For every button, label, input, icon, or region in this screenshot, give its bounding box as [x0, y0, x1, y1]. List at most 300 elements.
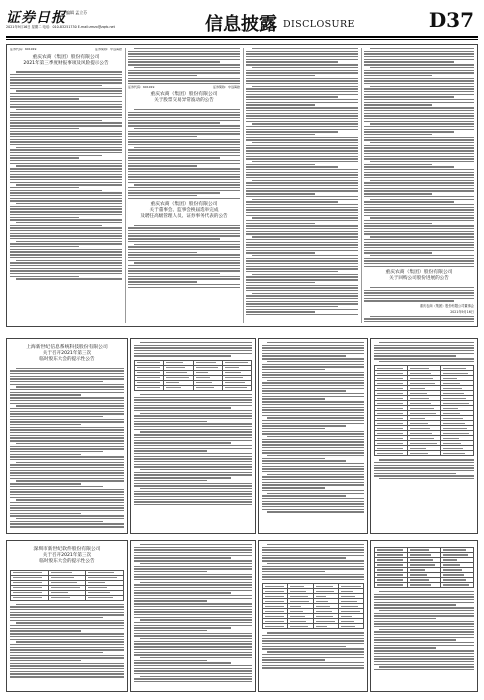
company-name: 重庆农商（集团）股份有限公司 [32, 54, 100, 60]
text-line [262, 460, 346, 461]
notice-heading: 关于召开2021年第三次 [42, 553, 92, 558]
text-line [128, 246, 240, 247]
cell-text [265, 601, 284, 602]
text-line [128, 168, 240, 169]
cell-text [341, 586, 361, 587]
text-line [134, 603, 252, 604]
cell-text [166, 377, 188, 378]
text-line [262, 476, 364, 477]
text-line [134, 660, 207, 661]
text-line [364, 290, 474, 291]
text-line [262, 466, 364, 467]
text-line [134, 458, 252, 459]
body-text [128, 225, 240, 288]
text-line [134, 491, 252, 492]
text-line [374, 642, 474, 643]
text-line [10, 104, 122, 105]
text-line [10, 384, 124, 385]
text-line [128, 64, 240, 65]
text-line [128, 125, 240, 126]
text-line [262, 547, 364, 548]
cell-text [341, 626, 356, 627]
text-line [374, 475, 474, 476]
text-line [134, 617, 252, 618]
cell-text [377, 448, 403, 449]
text-line [134, 429, 252, 430]
text-line [10, 652, 103, 653]
text-line [364, 115, 474, 116]
text-line [364, 110, 474, 111]
cell-text [290, 626, 308, 627]
text-line [134, 678, 252, 679]
cell-text [377, 378, 403, 379]
text-line [134, 448, 252, 449]
text-line [364, 78, 474, 79]
text-line [246, 129, 358, 130]
cell-text [316, 621, 335, 622]
cell-text [410, 368, 429, 369]
cell-text [290, 606, 301, 607]
cell-text [443, 554, 468, 555]
notice-heading-line2: 临时股东大会的提示性公告 [39, 558, 95, 564]
text-line [16, 184, 122, 185]
text-line [134, 555, 252, 556]
text-line [262, 487, 325, 488]
text-line [262, 431, 364, 432]
cell-text [377, 418, 403, 419]
text-line [364, 207, 474, 208]
cell-text [410, 584, 431, 585]
text-line [262, 423, 364, 424]
text-line [246, 75, 315, 76]
text-line [246, 201, 338, 202]
text-line [262, 428, 325, 429]
text-line [246, 115, 358, 116]
cell-text [377, 453, 403, 454]
text-line [374, 345, 474, 346]
text-line [16, 90, 122, 91]
company-name: 重庆农商（集团）股份有限公司 [150, 202, 218, 208]
text-line [262, 345, 364, 346]
cell-text [410, 403, 431, 404]
text-line [134, 399, 252, 400]
notice-panel-mid-right [258, 338, 368, 534]
text-line [374, 637, 474, 638]
body-text [262, 544, 364, 580]
text-line [262, 667, 364, 668]
text-line [374, 353, 474, 354]
cell-text [443, 433, 469, 434]
text-line [364, 96, 454, 97]
text-line [364, 166, 454, 167]
text-line [252, 142, 358, 143]
text-line [10, 160, 122, 161]
text-line [134, 504, 252, 505]
notice-panel-bottom-right [258, 540, 368, 692]
text-line [16, 203, 122, 204]
text-line [246, 118, 358, 119]
text-line [16, 499, 124, 500]
cell-text [290, 591, 306, 592]
text-line [134, 244, 240, 245]
cell-text [443, 378, 457, 379]
text-line [134, 466, 252, 467]
notice-panel-top [6, 44, 478, 327]
text-line [128, 83, 240, 84]
text-line [134, 579, 252, 580]
text-line [262, 420, 364, 421]
notice-column [374, 342, 474, 530]
text-line [128, 238, 220, 239]
text-line [246, 228, 358, 229]
text-line [16, 386, 124, 387]
notice-heading: 关于回购公司股份进展的公告 [389, 276, 449, 282]
cell-text [265, 606, 284, 607]
cell-text [137, 372, 160, 373]
notice-column [374, 544, 474, 688]
cell-text [265, 586, 284, 587]
cell-text [196, 372, 209, 373]
table-cell [441, 451, 474, 456]
text-line [10, 230, 122, 231]
cell-text [377, 584, 403, 585]
cell-text [443, 564, 460, 565]
text-line [128, 152, 240, 153]
text-line [267, 544, 364, 545]
notice-title [128, 202, 240, 220]
text-line [10, 665, 124, 666]
cell-text [377, 554, 403, 555]
text-line [10, 101, 122, 102]
text-line [379, 610, 474, 611]
text-line [134, 633, 252, 634]
text-line [128, 287, 240, 288]
text-line [128, 227, 240, 228]
text-line [134, 421, 207, 422]
text-line [262, 640, 364, 641]
text-line [364, 129, 474, 130]
text-line [10, 416, 103, 417]
text-line [10, 174, 122, 175]
text-line [252, 180, 358, 181]
cell-text [196, 382, 213, 383]
text-line [262, 407, 364, 408]
notice-column [10, 48, 122, 323]
text-line [262, 509, 364, 510]
text-line [364, 118, 474, 119]
text-line [134, 410, 252, 411]
text-line [10, 133, 122, 134]
cell-text [196, 387, 215, 388]
cell-text [443, 393, 464, 394]
text-line [246, 174, 358, 175]
cell-text [341, 606, 358, 607]
text-line [246, 166, 338, 167]
text-line [134, 557, 231, 558]
text-line [379, 591, 474, 592]
text-line [267, 380, 364, 381]
text-line [134, 611, 252, 612]
text-line [262, 396, 364, 397]
text-line [10, 235, 122, 236]
text-line [134, 552, 252, 553]
text-line [252, 236, 358, 237]
text-line [128, 284, 240, 285]
cell-text [377, 368, 403, 369]
text-line [140, 563, 252, 564]
cell-text [443, 418, 463, 419]
text-line [374, 661, 474, 662]
text-line [10, 389, 124, 390]
notice-header [10, 48, 122, 52]
text-line [10, 440, 124, 441]
text-line [10, 454, 81, 455]
text-line [370, 287, 475, 288]
text-line [10, 219, 122, 220]
cell-text [13, 572, 42, 573]
text-line [134, 48, 240, 49]
text-line [128, 163, 240, 164]
text-line [364, 107, 474, 108]
cell-text [265, 626, 284, 627]
cell-text [410, 569, 425, 570]
text-line [10, 200, 122, 201]
text-line [262, 350, 364, 351]
text-line [246, 298, 358, 299]
cell-text [443, 423, 465, 424]
cell-text [377, 428, 403, 429]
text-line [364, 182, 474, 183]
text-line [16, 518, 124, 519]
text-line [246, 72, 358, 73]
text-line [10, 448, 124, 449]
text-line [262, 415, 364, 416]
text-line [262, 441, 364, 442]
text-line [10, 655, 124, 656]
text-line [134, 574, 252, 575]
text-line [364, 212, 474, 213]
text-line [364, 80, 474, 81]
text-line [246, 276, 358, 277]
text-line [262, 501, 364, 502]
cell-text [225, 387, 247, 388]
text-line [10, 378, 124, 379]
table-cell [11, 595, 49, 600]
text-line [134, 587, 252, 588]
text-line [134, 225, 240, 226]
text-line [364, 185, 474, 186]
cell-text [51, 577, 75, 578]
text-line [10, 475, 124, 476]
text-line [246, 59, 358, 60]
text-line [364, 233, 474, 234]
cell-text [443, 579, 466, 580]
text-line [128, 122, 220, 123]
text-line [246, 309, 358, 310]
cell-text [443, 559, 457, 560]
cell-text [341, 596, 355, 597]
text-line [140, 431, 252, 432]
text-line [128, 157, 220, 158]
text-line [262, 646, 346, 647]
text-line [134, 402, 252, 403]
text-line [364, 134, 432, 135]
cell-text [290, 621, 306, 622]
text-line [370, 255, 475, 256]
text-line [134, 407, 231, 408]
body-text [128, 109, 240, 199]
text-line [374, 347, 474, 348]
cell-text [13, 577, 42, 578]
text-line [262, 665, 364, 666]
notice-column [262, 342, 364, 530]
text-line [246, 185, 358, 186]
cell-text [377, 398, 403, 399]
text-line [364, 201, 454, 202]
cell-text [316, 591, 335, 592]
text-line [246, 268, 358, 269]
text-line [267, 417, 364, 418]
text-line [10, 427, 124, 428]
text-line [134, 606, 252, 607]
text-line [364, 131, 454, 132]
cell-text [410, 433, 432, 434]
text-line [364, 321, 474, 322]
text-line [10, 507, 124, 508]
text-line [262, 503, 364, 504]
text-line [134, 571, 207, 572]
notice-heading-line2: 及聘任高级管理人员、证券事务代表的公告 [140, 213, 228, 219]
text-line [246, 250, 358, 251]
notice-column [262, 544, 364, 688]
text-line [246, 306, 338, 307]
text-line [10, 381, 103, 382]
text-line [262, 374, 364, 375]
text-line [134, 622, 252, 623]
text-line [10, 521, 103, 522]
text-line [262, 353, 364, 354]
text-line [374, 647, 436, 648]
text-line [246, 137, 358, 138]
text-line [364, 139, 474, 140]
text-line [10, 122, 122, 123]
text-line [364, 72, 474, 73]
text-line [246, 301, 358, 302]
text-line [10, 633, 124, 634]
text-line [364, 113, 474, 114]
cell-text [443, 549, 466, 550]
text-line [16, 641, 124, 642]
cell-text [443, 453, 465, 454]
cell-text [341, 621, 354, 622]
table-cell [86, 595, 124, 600]
text-line [267, 474, 364, 475]
text-line [252, 48, 358, 49]
text-line [134, 426, 252, 427]
body-text [10, 368, 124, 528]
text-line [379, 361, 474, 362]
cell-text [377, 413, 403, 414]
text-line [10, 187, 79, 188]
text-line [128, 75, 197, 76]
notice-heading: 关于召开2021年第三次 [42, 351, 92, 356]
text-line [262, 643, 364, 644]
notice-panel-bottom-center [130, 540, 256, 692]
text-line [252, 123, 358, 124]
cell-text [410, 378, 433, 379]
text-line [374, 607, 474, 608]
notice-title [10, 55, 122, 67]
cell-text [316, 586, 333, 587]
cell-text [88, 577, 117, 578]
text-line [128, 131, 240, 132]
text-line [10, 171, 122, 172]
text-line [10, 79, 122, 80]
text-line [10, 432, 124, 433]
text-line [262, 471, 364, 472]
text-line [10, 403, 124, 404]
text-line [364, 59, 474, 60]
text-line [246, 158, 358, 159]
text-line [246, 153, 358, 154]
cell-text [443, 443, 461, 444]
text-line [262, 482, 364, 483]
table-cell [375, 451, 408, 456]
text-line [262, 552, 364, 553]
text-line [134, 635, 252, 636]
text-line [16, 260, 122, 261]
text-line [10, 268, 122, 269]
cell-text [410, 408, 434, 409]
cell-text [316, 601, 329, 602]
text-line [134, 437, 252, 438]
notice-column [134, 342, 252, 530]
text-line [10, 400, 124, 401]
text-line [128, 51, 240, 52]
text-line [128, 171, 240, 172]
company-name: 重庆农商（集团）股份有限公司 [385, 270, 453, 276]
text-line [10, 451, 103, 452]
text-line [364, 102, 474, 103]
text-line [10, 179, 122, 180]
cell-text [443, 584, 469, 585]
text-line [10, 206, 122, 207]
table-row [135, 385, 252, 390]
text-line [16, 222, 122, 223]
cell-text [225, 382, 245, 383]
cell-text [410, 554, 431, 555]
text-line [134, 350, 252, 351]
cell-text [377, 438, 403, 439]
text-line [16, 165, 122, 166]
text-line [134, 347, 252, 348]
cell-text [410, 574, 427, 575]
text-line [10, 497, 124, 498]
text-line [134, 109, 240, 110]
text-line [10, 617, 103, 618]
text-line [262, 555, 364, 556]
cell-text [13, 582, 42, 583]
text-line [134, 485, 252, 486]
text-line [134, 501, 252, 502]
text-line [374, 602, 474, 603]
cell-text [137, 382, 160, 383]
text-line [140, 342, 252, 343]
cell-text [290, 601, 309, 602]
text-line [246, 61, 338, 62]
cell-text [377, 373, 403, 374]
text-line [364, 298, 474, 299]
